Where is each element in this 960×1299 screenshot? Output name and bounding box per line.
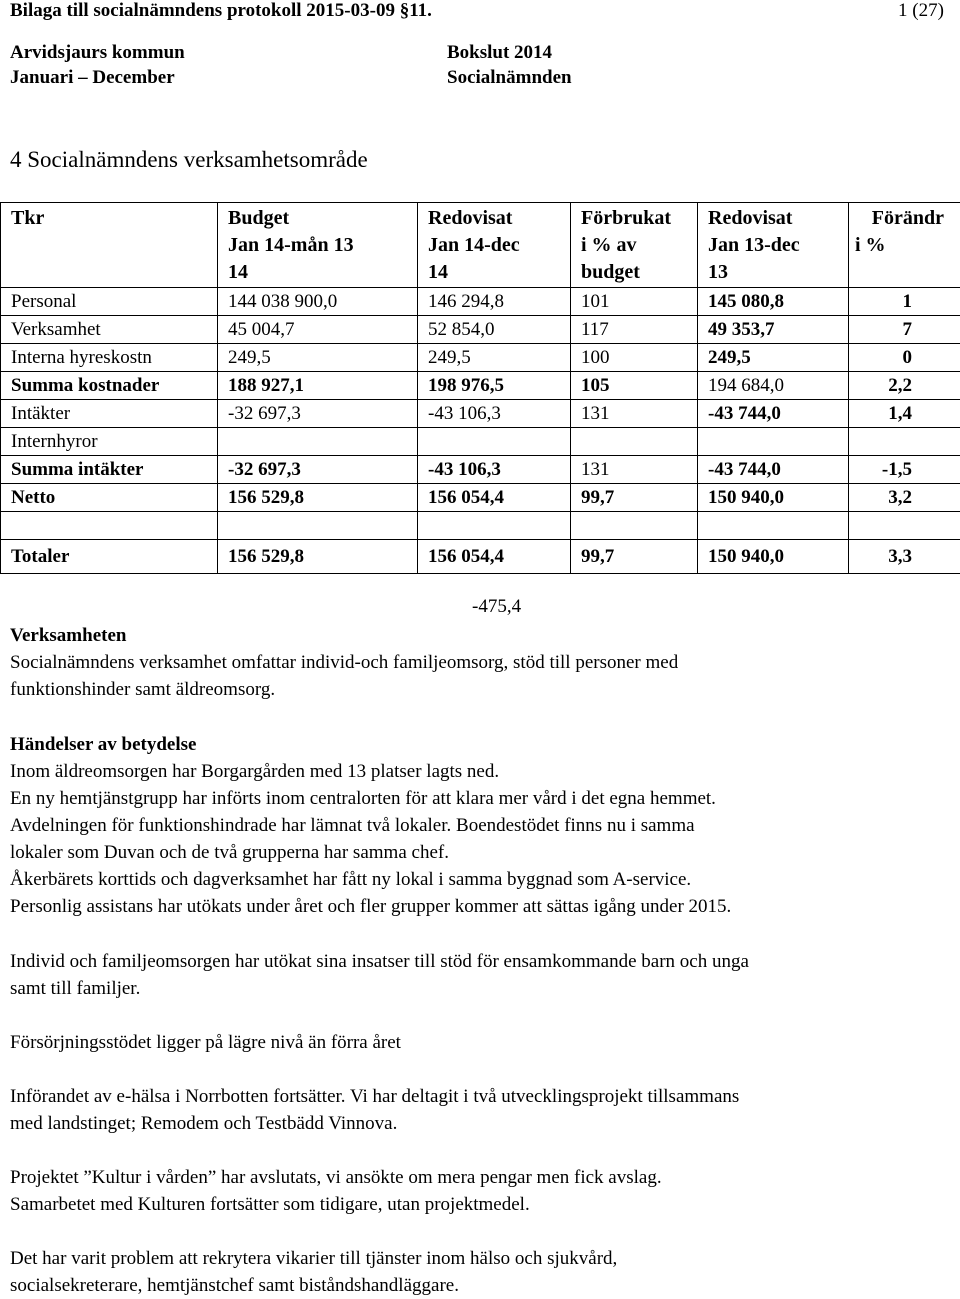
cell-forandring bbox=[849, 428, 960, 456]
column-header-line: 14 bbox=[428, 261, 448, 283]
paragraph-line: med landstinget; Remodem och Testbädd Vinnova. bbox=[10, 1113, 398, 1134]
paragraph-e-halsa bbox=[10, 1083, 950, 1137]
column-header-budget bbox=[218, 203, 418, 288]
cell-redovisat-14: 198 976,5 bbox=[418, 372, 571, 400]
column-header-line: Jan 14-dec bbox=[428, 234, 520, 256]
cell-redovisat-13 bbox=[698, 428, 849, 456]
row-label: Verksamhet bbox=[1, 316, 218, 344]
table-row-empty bbox=[1, 512, 960, 540]
paragraph-kultur bbox=[10, 1164, 950, 1218]
cell-forbrukat: 117 bbox=[571, 316, 698, 344]
cell-forbrukat: 99,7 bbox=[571, 484, 698, 512]
column-header-line: Tkr bbox=[11, 207, 45, 229]
paragraph-line: socialsekreterare, hemtjänstchef samt biståndshandläggare. bbox=[10, 1275, 459, 1296]
financial-table bbox=[0, 202, 960, 574]
paragraph-forsorjningsstod bbox=[10, 1029, 950, 1056]
cell-redovisat-14 bbox=[418, 428, 571, 456]
column-header-redovisat-13 bbox=[698, 203, 849, 288]
column-header-line: Förändr bbox=[871, 207, 944, 229]
cell-budget: -32 697,3 bbox=[218, 400, 418, 428]
cell-budget: 144 038 900,0 bbox=[218, 288, 418, 316]
cell-forandring: 7 bbox=[849, 316, 960, 344]
page-number: 1 (27) bbox=[898, 0, 944, 21]
paragraph-line: Samarbetet med Kulturen fortsätter som tidigare, utan projektmedel. bbox=[10, 1194, 530, 1215]
cell-forandring: 3,3 bbox=[849, 540, 960, 574]
cell-budget: 45 004,7 bbox=[218, 316, 418, 344]
paragraph-line: Projektet ”Kultur i vården” har avslutats, vi ansökte om mera pengar men fick avslag. bbox=[10, 1167, 662, 1188]
cell-budget: 156 529,8 bbox=[218, 540, 418, 574]
cell-forbrukat: 105 bbox=[571, 372, 698, 400]
table-row-totals bbox=[1, 540, 960, 574]
paragraph-line: Individ och familjeomsorgen har utökat sina insatser till stöd för ensamkommande barn och unga bbox=[10, 951, 749, 972]
cell-forandring bbox=[849, 512, 960, 540]
cell-budget: 188 927,1 bbox=[218, 372, 418, 400]
column-header-forandring bbox=[849, 203, 960, 288]
cell-forandring: -1,5 bbox=[849, 456, 960, 484]
row-label: Internhyror bbox=[1, 428, 218, 456]
cell-redovisat-13: 150 940,0 bbox=[698, 484, 849, 512]
paragraph-line: Det har varit problem att rekrytera vikarier till tjänster inom hälso och sjukvård, bbox=[10, 1248, 618, 1269]
paragraph-line: Socialnämndens verksamhet omfattar individ-och familjeomsorg, stöd till personer med bbox=[10, 652, 679, 673]
cell-forandring: 0 bbox=[849, 344, 960, 372]
cell-forandring: 2,2 bbox=[849, 372, 960, 400]
column-header-line: 13 bbox=[708, 261, 728, 283]
cell-budget: -32 697,3 bbox=[218, 456, 418, 484]
table-row bbox=[1, 484, 960, 512]
cell-redovisat-14 bbox=[418, 512, 571, 540]
paragraph-ifo bbox=[10, 948, 950, 1002]
cell-redovisat-14: -43 106,3 bbox=[418, 456, 571, 484]
column-header-line: Redovisat bbox=[428, 207, 513, 229]
column-header-tkr bbox=[1, 203, 218, 288]
column-header-line: 14 bbox=[228, 261, 248, 283]
column-header-line: Jan 13-dec bbox=[708, 234, 800, 256]
cell-budget bbox=[218, 428, 418, 456]
paragraph-line: Införandet av e-hälsa i Norrbotten fortsätter. Vi har deltagit i två utvecklingsprojekt tillsammans bbox=[10, 1086, 740, 1107]
row-label: Personal bbox=[1, 288, 218, 316]
cell-redovisat-14: 146 294,8 bbox=[418, 288, 571, 316]
column-header-line: i % bbox=[855, 234, 886, 256]
cell-forbrukat bbox=[571, 428, 698, 456]
row-label: Interna hyreskostn bbox=[1, 344, 218, 372]
column-header-line: budget bbox=[581, 261, 640, 283]
cell-forandring: 3,2 bbox=[849, 484, 960, 512]
cell-forandring: 1 bbox=[849, 288, 960, 316]
cell-forbrukat: 131 bbox=[571, 400, 698, 428]
organisation-name: Arvidsjaurs kommun bbox=[10, 42, 185, 63]
cell-redovisat-13: 49 353,7 bbox=[698, 316, 849, 344]
table-row bbox=[1, 372, 960, 400]
cell-redovisat-14: -43 106,3 bbox=[418, 400, 571, 428]
row-label: Totaler bbox=[1, 540, 218, 574]
paragraph-rekrytering bbox=[10, 1245, 950, 1299]
paragraph-line: Personlig assistans har utökats under året och fler grupper kommer att sättas igång under 2015. bbox=[10, 896, 732, 917]
cell-budget bbox=[218, 512, 418, 540]
handelser-section bbox=[10, 731, 950, 920]
cell-redovisat-13: -43 744,0 bbox=[698, 456, 849, 484]
cell-redovisat-13: 249,5 bbox=[698, 344, 849, 372]
cell-forbrukat: 100 bbox=[571, 344, 698, 372]
cell-forbrukat bbox=[571, 512, 698, 540]
report-title: Bokslut 2014 bbox=[447, 42, 553, 63]
cell-forbrukat: 101 bbox=[571, 288, 698, 316]
cell-forbrukat: 99,7 bbox=[571, 540, 698, 574]
table-footnote-value: -475,4 bbox=[472, 596, 522, 617]
row-label: Summa kostnader bbox=[1, 372, 218, 400]
row-label bbox=[1, 512, 218, 540]
section-heading: Verksamheten bbox=[10, 625, 127, 646]
table-header-row bbox=[1, 203, 960, 288]
cell-redovisat-13 bbox=[698, 512, 849, 540]
row-label: Summa intäkter bbox=[1, 456, 218, 484]
cell-redovisat-13: -43 744,0 bbox=[698, 400, 849, 428]
cell-redovisat-14: 156 054,4 bbox=[418, 484, 571, 512]
cell-forbrukat: 131 bbox=[571, 456, 698, 484]
paragraph-line: Inom äldreomsorgen har Borgargården med 13 platser lagts ned. bbox=[10, 761, 500, 782]
cell-budget: 249,5 bbox=[218, 344, 418, 372]
section-title: 4 Socialnämndens verksamhetsområde bbox=[10, 147, 368, 172]
table-row bbox=[1, 288, 960, 316]
cell-forandring: 1,4 bbox=[849, 400, 960, 428]
column-header-line: Förbrukat bbox=[581, 207, 671, 229]
cell-redovisat-13: 194 684,0 bbox=[698, 372, 849, 400]
column-header-forbrukat bbox=[571, 203, 698, 288]
table-row bbox=[1, 400, 960, 428]
paragraph-line: Åkerbärets korttids och dagverksamhet har fått ny lokal i samma byggnad som A-service. bbox=[10, 869, 692, 890]
column-header-redovisat-14 bbox=[418, 203, 571, 288]
cell-redovisat-14: 52 854,0 bbox=[418, 316, 571, 344]
paragraph-line: Avdelningen för funktionshindrade har lämnat två lokaler. Boendestödet finns nu i samma bbox=[10, 815, 695, 836]
paragraph-line: lokaler som Duvan och de två grupperna har samma chef. bbox=[10, 842, 449, 863]
cell-redovisat-14: 156 054,4 bbox=[418, 540, 571, 574]
column-header-line: Redovisat bbox=[708, 207, 793, 229]
paragraph-line: En ny hemtjänstgrupp har införts inom centralorten för att klara mer vård i det egna hemmet. bbox=[10, 788, 716, 809]
report-department: Socialnämnden bbox=[447, 67, 572, 88]
table-row bbox=[1, 456, 960, 484]
column-header-line: i % av bbox=[581, 234, 637, 256]
table-row bbox=[1, 428, 960, 456]
cell-budget: 156 529,8 bbox=[218, 484, 418, 512]
column-header-line: Budget bbox=[228, 207, 290, 229]
row-label: Netto bbox=[1, 484, 218, 512]
paragraph-line: samt till familjer. bbox=[10, 978, 141, 999]
column-header-line: Jan 14-mån 13 bbox=[228, 234, 354, 256]
paragraph-line: funktionshinder samt äldreomsorg. bbox=[10, 679, 276, 700]
cell-redovisat-14: 249,5 bbox=[418, 344, 571, 372]
section-heading: Händelser av betydelse bbox=[10, 734, 197, 755]
paragraph-line: Försörjningsstödet ligger på lägre nivå än förra året bbox=[10, 1032, 401, 1053]
report-period: Januari – December bbox=[10, 67, 175, 88]
cell-redovisat-13: 145 080,8 bbox=[698, 288, 849, 316]
protocol-reference: Bilaga till socialnämndens protokoll 2015-03-09 §11. bbox=[10, 0, 432, 21]
row-label: Intäkter bbox=[1, 400, 218, 428]
cell-redovisat-13: 150 940,0 bbox=[698, 540, 849, 574]
table-row bbox=[1, 316, 960, 344]
verksamheten-section bbox=[10, 622, 950, 703]
table-row bbox=[1, 344, 960, 372]
